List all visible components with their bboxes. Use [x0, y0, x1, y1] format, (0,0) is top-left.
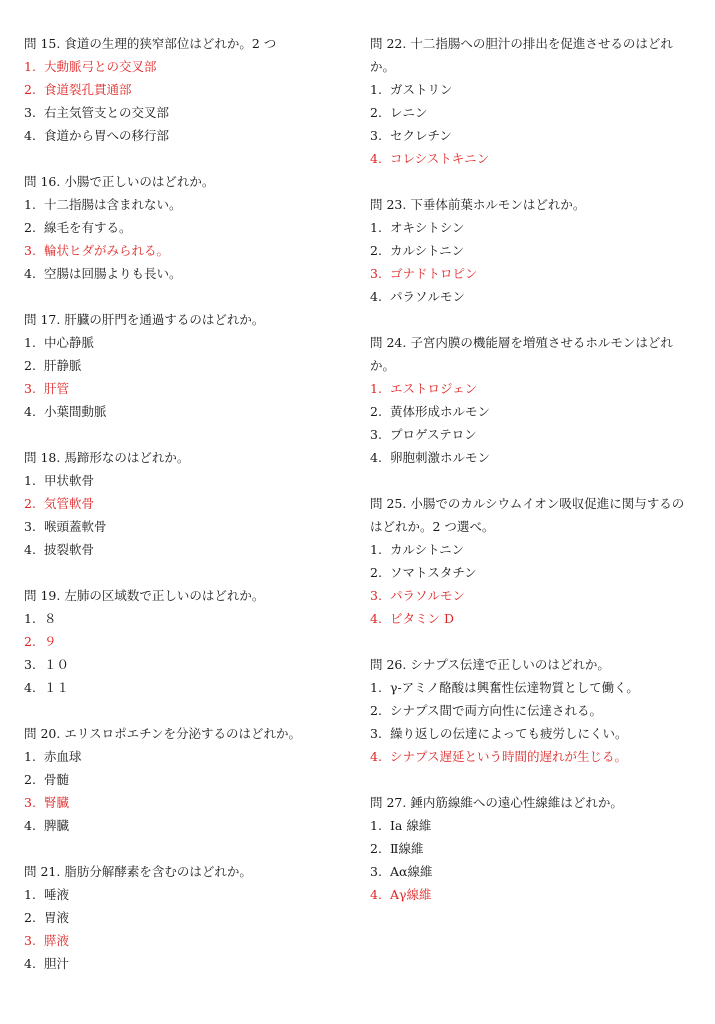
- option-text: 繰り返しの伝達によっても疲労しにくい。: [389, 726, 628, 741]
- option-text: オキシトシン: [389, 220, 465, 235]
- option-text: 気管軟骨: [43, 496, 94, 511]
- answer-option: [24, 607, 344, 630]
- question-heading: 問 27. 錘内筋線維への遠心性線維はどれか。: [370, 795, 623, 810]
- option-text: １０: [43, 657, 69, 672]
- answer-option-correct: [370, 147, 695, 170]
- option-text: 食道裂孔貫通部: [43, 82, 132, 97]
- answer-option: [370, 446, 695, 469]
- question-heading: 問 22. 十二指腸への胆汁の排出を促進させるのはどれか。: [370, 36, 673, 74]
- answer-option-correct: [370, 745, 695, 768]
- answer-option: [370, 699, 695, 722]
- answer-option: [24, 814, 344, 837]
- answer-option: [370, 676, 695, 699]
- option-number: 4.: [370, 289, 382, 304]
- left-column: [24, 32, 344, 998]
- option-text: 輪状ヒダがみられる。: [43, 243, 169, 258]
- question-heading: 問 23. 下垂体前葉ホルモンはどれか。: [370, 197, 586, 212]
- option-number: 1.: [24, 335, 36, 350]
- option-number: 4.: [370, 611, 382, 626]
- option-number: 2.: [24, 82, 36, 97]
- option-number: 2.: [370, 243, 382, 258]
- option-text: Ⅰa 線維: [389, 818, 432, 833]
- option-text: レニン: [389, 105, 428, 120]
- option-number: 1.: [370, 82, 382, 97]
- option-number: 1.: [24, 473, 36, 488]
- option-number: 4.: [370, 450, 382, 465]
- question-block: [24, 32, 344, 147]
- answer-option: [24, 883, 344, 906]
- answer-option: [370, 78, 695, 101]
- option-text: 赤血球: [43, 749, 82, 764]
- option-number: 3.: [24, 933, 36, 948]
- question-heading: 問 17. 肝臓の肝門を通過するのはどれか。: [24, 312, 265, 327]
- option-text: 膵液: [43, 933, 69, 948]
- option-text: 喉頭蓋軟骨: [43, 519, 107, 534]
- answer-option-correct: [24, 630, 344, 653]
- answer-option-correct: [370, 607, 695, 630]
- answer-option-correct: [370, 262, 695, 285]
- question-block: [370, 791, 695, 906]
- question-block: [370, 653, 695, 768]
- option-number: 4.: [24, 680, 36, 695]
- option-text: 骨髄: [43, 772, 69, 787]
- option-number: 2.: [24, 772, 36, 787]
- option-text: シナプス遅延という時間的遅れが生じる。: [389, 749, 627, 764]
- question-block: [370, 193, 695, 308]
- question-heading: 問 21. 脂肪分解酵素を含むのはどれか。: [24, 864, 252, 879]
- option-number: 4.: [24, 128, 36, 143]
- option-text: ８: [43, 611, 57, 626]
- option-number: 3.: [370, 427, 382, 442]
- question-block: [24, 722, 344, 837]
- option-number: 1.: [370, 542, 382, 557]
- option-text: 胆汁: [43, 956, 69, 971]
- answer-option: [24, 906, 344, 929]
- answer-option-correct: [24, 78, 344, 101]
- option-text: 肝静脈: [43, 358, 82, 373]
- option-number: 2.: [370, 105, 382, 120]
- option-number: 3.: [370, 128, 382, 143]
- answer-option: [370, 837, 695, 860]
- option-text: ガストリン: [389, 82, 453, 97]
- option-number: 1.: [370, 680, 382, 695]
- answer-option: [24, 262, 344, 285]
- answer-option-correct: [24, 55, 344, 78]
- question-heading: 問 20. エリスロポエチンを分泌するのはどれか。: [24, 726, 301, 741]
- question-block: [24, 170, 344, 285]
- option-text: エストロジェン: [389, 381, 478, 396]
- option-number: 2.: [24, 358, 36, 373]
- option-text: ゴナドトロピン: [389, 266, 478, 281]
- option-number: 3.: [370, 726, 382, 741]
- answer-option: [370, 814, 695, 837]
- option-number: 1.: [370, 381, 382, 396]
- option-number: 4.: [370, 151, 382, 166]
- answer-option: [370, 124, 695, 147]
- option-text: プロゲステロン: [389, 427, 477, 442]
- option-number: 4.: [24, 956, 36, 971]
- question-block: [24, 446, 344, 561]
- question-block: [24, 584, 344, 699]
- option-text: 腎臓: [43, 795, 69, 810]
- option-number: 2.: [370, 703, 382, 718]
- option-number: 1.: [24, 749, 36, 764]
- question-block: [370, 331, 695, 469]
- answer-option: [370, 860, 695, 883]
- option-number: 4.: [24, 818, 36, 833]
- option-number: 2.: [24, 496, 36, 511]
- answer-option-correct: [24, 377, 344, 400]
- option-text: 中心静脈: [43, 335, 94, 350]
- option-text: ９: [43, 634, 57, 649]
- answer-option: [24, 193, 344, 216]
- option-text: 唾液: [43, 887, 69, 902]
- answer-option: [24, 538, 344, 561]
- option-number: 1.: [24, 611, 36, 626]
- option-text: コレシストキニン: [389, 151, 490, 166]
- option-text: カルシトニン: [389, 243, 465, 258]
- option-number: 3.: [370, 588, 382, 603]
- option-text: 黄体形成ホルモン: [389, 404, 490, 419]
- option-text: Ⅱ線維: [389, 841, 424, 856]
- answer-option: [370, 722, 695, 745]
- answer-option: [24, 653, 344, 676]
- option-number: 3.: [24, 381, 36, 396]
- answer-option: [24, 768, 344, 791]
- option-text: 披裂軟骨: [43, 542, 94, 557]
- option-number: 4.: [24, 542, 36, 557]
- question-heading: 問 18. 馬蹄形なのはどれか。: [24, 450, 190, 465]
- option-text: パラソルモン: [389, 289, 465, 304]
- answer-option: [24, 124, 344, 147]
- question-block: [370, 492, 695, 630]
- option-number: 1.: [370, 220, 382, 235]
- option-text: パラソルモン: [389, 588, 465, 603]
- option-text: セクレチン: [389, 128, 452, 143]
- option-number: 3.: [370, 266, 382, 281]
- option-text: 胃液: [43, 910, 69, 925]
- option-text: 甲状軟骨: [43, 473, 94, 488]
- option-number: 2.: [24, 910, 36, 925]
- answer-option-correct: [370, 377, 695, 400]
- option-text: 右主気管支との交叉部: [43, 105, 169, 120]
- option-number: 2.: [370, 404, 382, 419]
- answer-option-correct: [24, 492, 344, 515]
- option-text: 肝管: [43, 381, 69, 396]
- question-block: [24, 860, 344, 975]
- answer-option: [370, 400, 695, 423]
- option-number: 1.: [24, 887, 36, 902]
- option-number: 4.: [370, 887, 382, 902]
- question-block: [370, 32, 695, 170]
- answer-option: [24, 952, 344, 975]
- question-heading: 問 19. 左肺の区域数で正しいのはどれか。: [24, 588, 265, 603]
- answer-option: [370, 538, 695, 561]
- option-number: 2.: [370, 841, 382, 856]
- answer-option: [24, 331, 344, 354]
- option-number: 1.: [370, 818, 382, 833]
- option-text: 十二指腸は含まれない。: [43, 197, 182, 212]
- option-number: 3.: [24, 657, 36, 672]
- option-text: １１: [43, 680, 69, 695]
- option-text: 大動脈弓との交叉部: [43, 59, 157, 74]
- option-text: シナプス間で両方向性に伝達される。: [389, 703, 602, 718]
- option-text: カルシトニン: [389, 542, 465, 557]
- option-number: 4.: [24, 266, 36, 281]
- answer-option-correct: [370, 584, 695, 607]
- answer-option: [370, 239, 695, 262]
- option-number: 1.: [24, 59, 36, 74]
- question-block: [24, 308, 344, 423]
- option-number: 2.: [24, 220, 36, 235]
- option-text: Aα線維: [389, 864, 433, 879]
- question-heading: 問 15. 食道の生理的狭窄部位はどれか。2 つ: [24, 36, 277, 51]
- answer-option: [24, 400, 344, 423]
- option-number: 3.: [370, 864, 382, 879]
- option-number: 3.: [24, 243, 36, 258]
- option-number: 4.: [370, 749, 382, 764]
- right-column: [370, 32, 695, 929]
- option-number: 3.: [24, 519, 36, 534]
- answer-option: [370, 216, 695, 239]
- option-text: 空腸は回腸よりも長い。: [43, 266, 182, 281]
- answer-option: [24, 101, 344, 124]
- option-number: 3.: [24, 105, 36, 120]
- question-heading: 問 26. シナプス伝達で正しいのはどれか。: [370, 657, 610, 672]
- option-text: 脾臓: [43, 818, 69, 833]
- option-text: 線毛を有する。: [43, 220, 132, 235]
- question-heading: 問 16. 小腸で正しいのはどれか。: [24, 174, 215, 189]
- answer-option-correct: [370, 883, 695, 906]
- answer-option: [24, 216, 344, 239]
- option-text: γ-アミノ酪酸は興奮性伝達物質として働く。: [389, 680, 639, 695]
- question-heading: 問 24. 子宮内膜の機能層を増殖させるホルモンはどれか。: [370, 335, 673, 373]
- option-text: 食道から胃への移行部: [43, 128, 169, 143]
- option-text: ビタミン D: [389, 611, 454, 626]
- answer-option-correct: [24, 929, 344, 952]
- option-text: ソマトスタチン: [389, 565, 477, 580]
- option-text: Aγ線維: [389, 887, 432, 902]
- answer-option: [24, 745, 344, 768]
- option-text: 卵胞刺激ホルモン: [389, 450, 490, 465]
- answer-option-correct: [24, 791, 344, 814]
- option-number: 1.: [24, 197, 36, 212]
- option-number: 2.: [370, 565, 382, 580]
- answer-option-correct: [24, 239, 344, 262]
- answer-option: [370, 285, 695, 308]
- option-number: 3.: [24, 795, 36, 810]
- answer-option: [24, 515, 344, 538]
- question-heading: 問 25. 小腸でのカルシウムイオン吸収促進に関与するのはどれか。2 つ選べ。: [370, 496, 685, 534]
- answer-option: [370, 423, 695, 446]
- answer-option: [24, 469, 344, 492]
- answer-option: [24, 676, 344, 699]
- answer-option: [24, 354, 344, 377]
- answer-option: [370, 561, 695, 584]
- option-number: 2.: [24, 634, 36, 649]
- option-text: 小葉間動脈: [43, 404, 107, 419]
- option-number: 4.: [24, 404, 36, 419]
- answer-option: [370, 101, 695, 124]
